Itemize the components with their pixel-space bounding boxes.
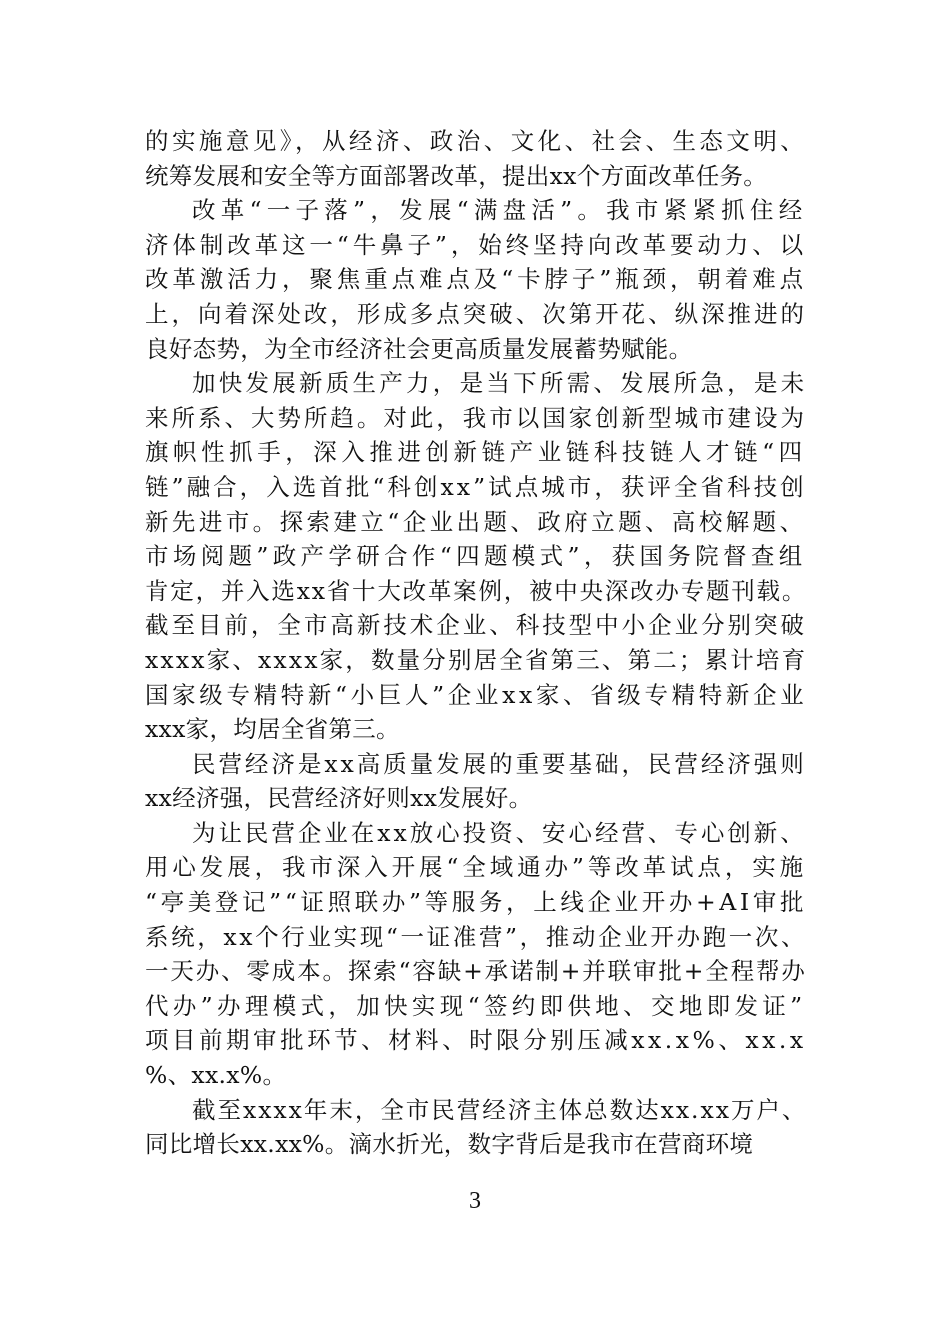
text-line: 济体制改革这一“牛鼻子”，始终坚持向改革要动力、以 xyxy=(145,230,807,259)
text-line: 国家级专精特新“小巨人”企业xx家、省级专精特新企业 xyxy=(145,680,807,709)
text-line: xx经济强，民营经济好则xx发展好。 xyxy=(145,784,533,813)
text-line: 改革“一子落”，发展“满盘活”。我市紧紧抓住经 xyxy=(192,196,807,225)
text-line: 的实施意见》，从经济、政治、文化、社会、生态文明、 xyxy=(145,127,807,155)
text-line: 为让民营企业在xx放心投资、安心经营、专心创新、 xyxy=(192,818,807,847)
text-line: 项目前期审批环节、材料、时限分别压减xx.x%、xx.x xyxy=(145,1026,807,1055)
text-line: 截至xxxx年末，全市民营经济主体总数达xx.xx万户、 xyxy=(192,1095,807,1124)
text-line: 旗帜性抓手，深入推进创新链产业链科技链人才链“四 xyxy=(145,438,807,467)
body-text xyxy=(145,124,807,1162)
text-line: 上，向着深处改，形成多点突破、次第开花、纵深推进的 xyxy=(145,299,807,328)
page-number: 3 xyxy=(469,1188,481,1214)
text-line: 链”融合，入选首批“科创xx”试点城市，获评全省科技创 xyxy=(145,472,807,501)
text-line: 截至目前，全市高新技术企业、科技型中小企业分别突破 xyxy=(145,611,807,640)
text-line: xxx家，均居全省第三。 xyxy=(145,715,400,744)
text-line: 一天办、零成本。探索“容缺+承诺制+并联审批+全程帮办 xyxy=(145,957,807,986)
text-line: 同比增长xx.xx%。滴水折光，数字背后是我市在营商环境 xyxy=(145,1130,754,1159)
text-line: %、xx.x%。 xyxy=(145,1061,287,1090)
text-line: 统筹发展和安全等方面部署改革，提出xx个方面改革任务。 xyxy=(145,161,768,190)
text-line: 民营经济是xx高质量发展的重要基础，民营经济强则 xyxy=(192,749,807,778)
text-line: 良好态势，为全市经济社会更高质量发展蓄势赋能。 xyxy=(145,334,693,363)
text-line: 肯定，并入选xx省十大改革案例，被中央深改办专题刊载。 xyxy=(145,576,807,605)
text-line: xxxx家、xxxx家，数量分别居全省第三、第二；累计培育 xyxy=(145,645,807,674)
text-line: 用心发展，我市深入开展“全域通办”等改革试点，实施 xyxy=(145,853,807,882)
text-line: 来所系、大势所趋。对此，我市以国家创新型城市建设为 xyxy=(145,403,807,432)
text-line: 代办”办理模式，加快实现“签约即供地、交地即发证” xyxy=(145,991,807,1020)
text-line: 加快发展新质生产力，是当下所需、发展所急，是未 xyxy=(192,369,807,398)
text-line: 市场阅题”政产学研合作“四题模式”，获国务院督查组 xyxy=(145,542,807,571)
text-line: 系统，xx个行业实现“一证准营”，推动企业开办跑一次、 xyxy=(145,922,807,951)
text-line: 改革激活力，聚焦重点难点及“卡脖子”瓶颈，朝着难点 xyxy=(145,265,807,294)
text-line: 新先进市。探索建立“企业出题、政府立题、高校解题、 xyxy=(145,507,807,536)
text-line: “亭美登记”“证照联办”等服务，上线企业开办+AI审批 xyxy=(145,888,807,917)
